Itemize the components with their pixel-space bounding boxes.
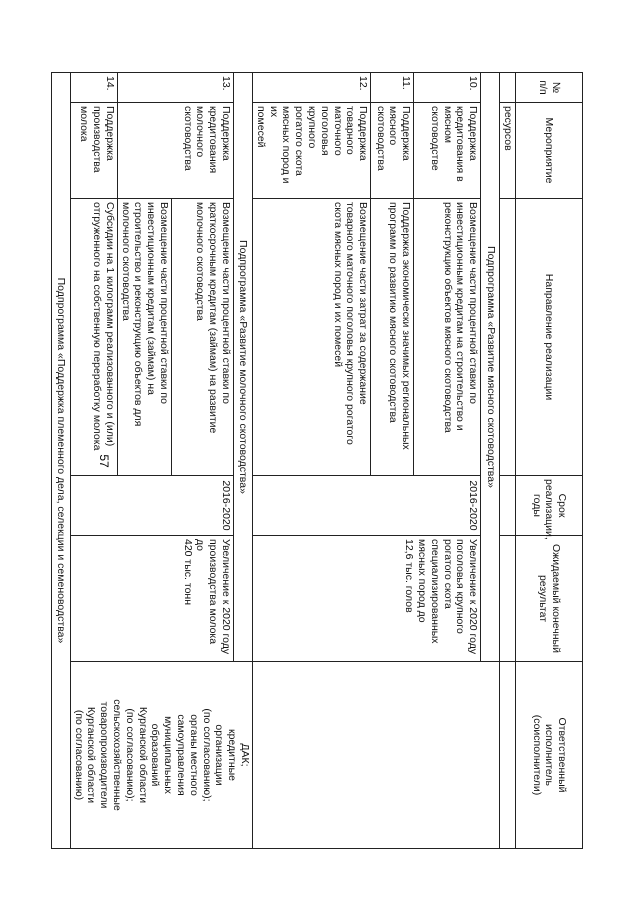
- row-direction: Поддержка экономически значимых региональных программ по развитию мясного скотоводства: [371, 199, 414, 476]
- subprogram-dairy-title: Подпрограмма «Развитие молочного скотоводства»: [234, 73, 253, 662]
- subprogram-dairy-row: [234, 73, 253, 849]
- cell-empty: [500, 536, 516, 662]
- row-result: Увеличение к 2020 году поголовья крупного рогатого скота специализированных мясных пород до 12,6 тыс. голов: [253, 536, 481, 662]
- header-direction: Направление реализации: [516, 199, 583, 476]
- executor-meat: [253, 662, 500, 849]
- row-direction: Возмещение части процентной ставки по инвестиционным кредитам (займам) на строительство и реконструкцию объектов для молочного скотоводства: [117, 199, 171, 476]
- row-event: Поддержка кредитования в мясном скотоводстве: [414, 103, 481, 199]
- executor-dairy: ДАК; кредитные организации (по согласованию); органы местного самоуправления муниципальных образований Курганской области (по согласованию); сельскохозяйственные товаропроизводители Курганской области (по согласованию): [70, 662, 252, 849]
- row-direction: Возмещение части процентной ставки по инвестиционным кредитам на строительство и реконструкцию объектов мясного скотоводства: [414, 199, 481, 476]
- subprogram-meat-row: [481, 73, 500, 849]
- row-event: Поддержка мясного скотоводства: [371, 103, 414, 199]
- row-term: 2016-2020: [70, 476, 233, 536]
- table-header: [516, 73, 583, 849]
- header-result: Ожидаемый конечный результат: [516, 536, 583, 662]
- header-event: Мероприятие: [516, 103, 583, 199]
- header-num: № п/п: [516, 73, 583, 103]
- cell-empty: [500, 662, 516, 849]
- row-term: 2016-2020: [253, 476, 481, 536]
- row-event: Поддержка кредитования молочного скотоводства: [117, 103, 233, 199]
- subprogram-breeding-title: Подпрограмма «Поддержка племенного дела, селекции и семеноводства»: [51, 73, 70, 849]
- subprogram-meat-title: Подпрограмма «Развитие мясного скотоводства»: [481, 73, 500, 662]
- row-num: 14.: [70, 73, 117, 103]
- subprogram-breeding-row: [51, 73, 70, 849]
- cell-empty: [500, 199, 516, 476]
- page-number: 57: [97, 454, 111, 468]
- cell-empty: [500, 476, 516, 536]
- row-direction: Субсидии на 1 килограмм реализованного и (или) отгруженного на собственную переработку молока: [70, 199, 117, 476]
- row-direction: Возмещение части процентной ставки по краткосрочным кредитам (займам) на развитие молочного скотоводства: [172, 199, 234, 476]
- continuation-row: [500, 73, 516, 849]
- row-num: 10.: [414, 73, 481, 103]
- header-executor: Ответственный исполнитель (соисполнители): [516, 662, 583, 849]
- row-num: 13.: [117, 73, 233, 103]
- row-num: 11.: [371, 73, 414, 103]
- row-result: Увеличение к 2020 году производства молока до 420 тыс. тонн: [70, 536, 233, 662]
- row-direction: Возмещение части затрат за содержание товарного маточного поголовья крупного рогатого скота мясных пород и их помесей: [253, 199, 371, 476]
- program-table: [51, 72, 583, 849]
- row-num: 12.: [253, 73, 371, 103]
- cell-empty: [500, 73, 516, 103]
- row-event: Поддержка товарного маточного поголовья крупного рогатого скота мясных пород и их помесей: [253, 103, 371, 199]
- cont-event: ресурсов: [500, 103, 516, 199]
- header-term: Срок реализации, годы: [516, 476, 583, 536]
- row-event: Поддержка производства молока: [70, 103, 117, 199]
